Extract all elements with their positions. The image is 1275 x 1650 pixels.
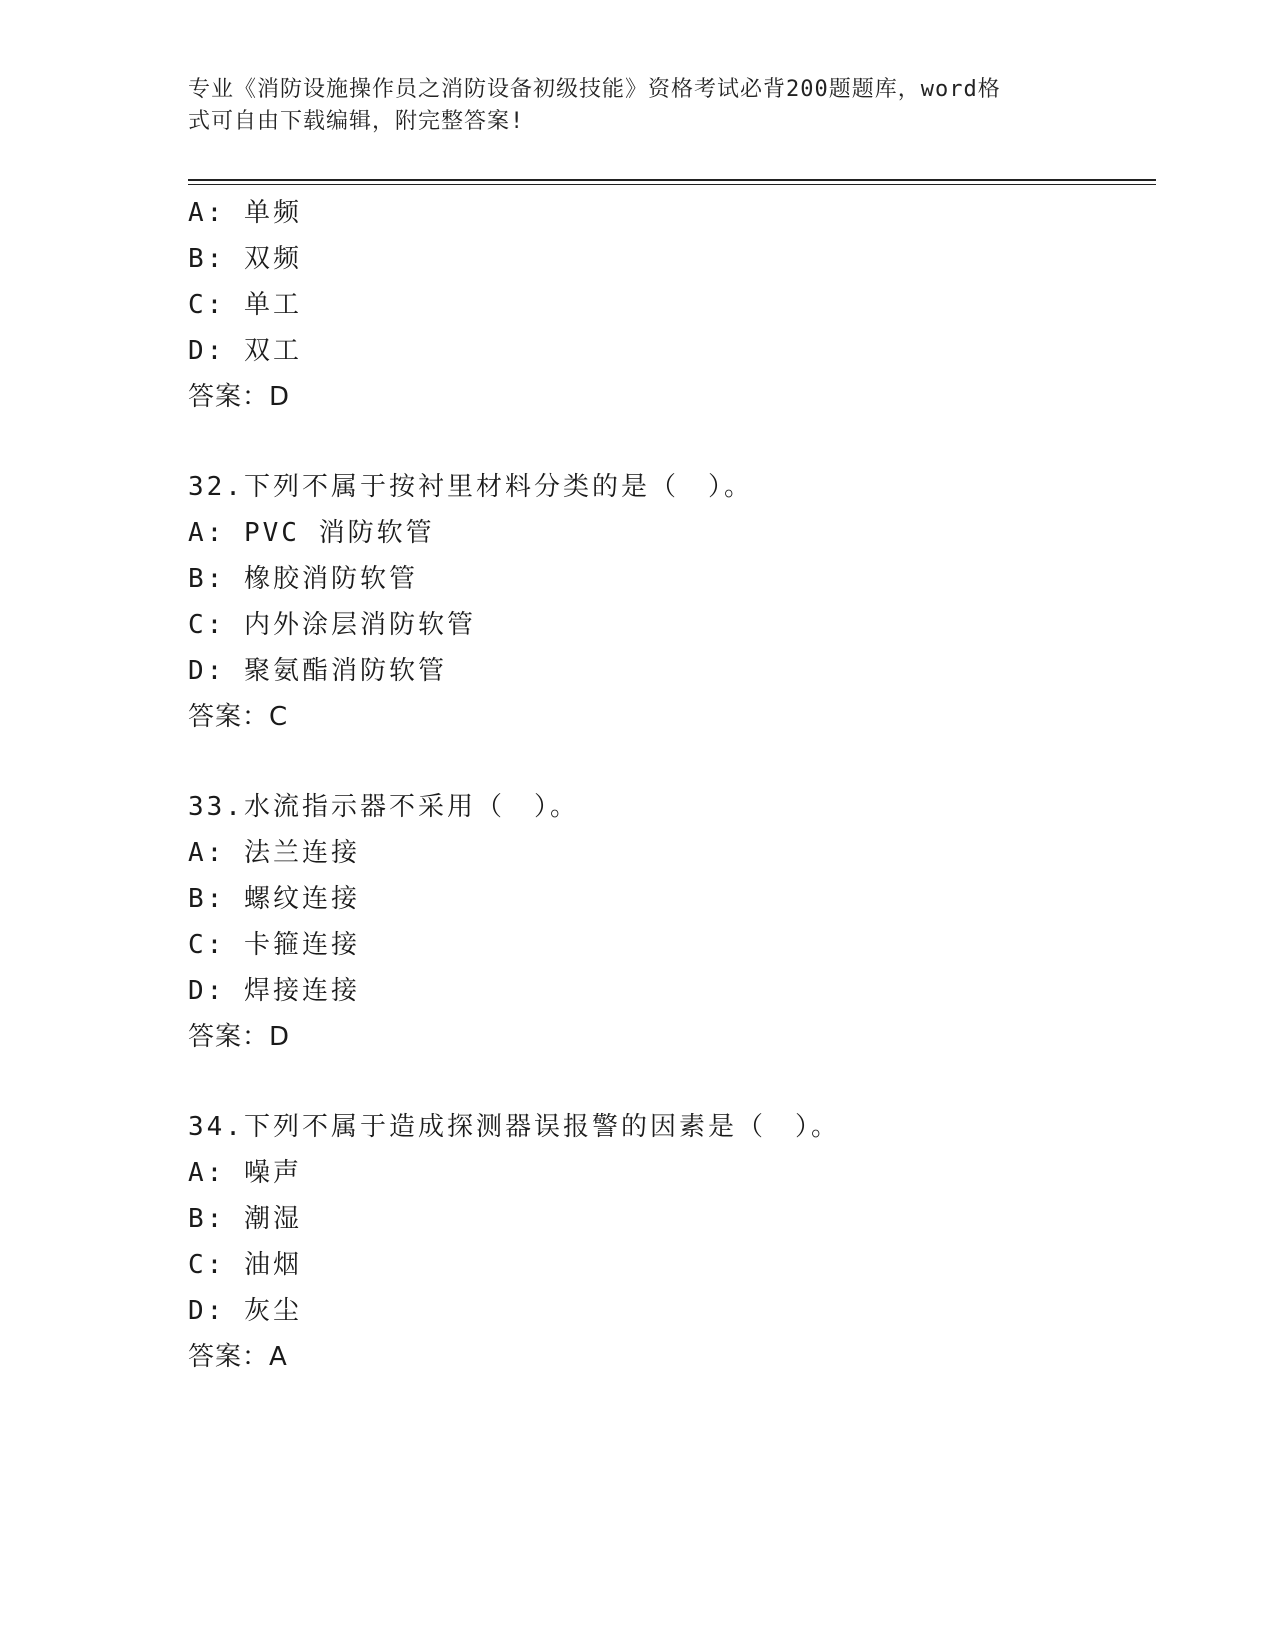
option-a: A: 噪声 <box>188 1158 302 1188</box>
header-line-1: 专业《消防设施操作员之消防设备初级技能》资格考试必背200题题库，word格 <box>188 77 1001 102</box>
question-33-block <box>188 784 1148 1060</box>
question-32-block <box>188 464 1148 740</box>
option-b: B: 潮湿 <box>188 1204 302 1234</box>
question-text: 32.下列不属于按衬里材料分类的是（ ）。 <box>188 472 753 502</box>
question-list <box>188 190 1148 1380</box>
question-34-block <box>188 1104 1148 1380</box>
header-line-2: 式可自由下载编辑，附完整答案! <box>188 109 525 134</box>
option-d: D: 双工 <box>188 336 302 366</box>
question-31-block <box>188 190 1148 420</box>
option-b: B: 橡胶消防软管 <box>188 564 418 594</box>
header-divider-thick <box>188 179 1156 181</box>
option-c: C: 油烟 <box>188 1250 302 1280</box>
document-header <box>188 74 1068 138</box>
option-b: B: 螺纹连接 <box>188 884 360 914</box>
header-divider-thin <box>188 184 1156 185</box>
option-a: A: 单频 <box>188 198 302 228</box>
option-d: D: 灰尘 <box>188 1296 302 1326</box>
option-b: B: 双频 <box>188 244 302 274</box>
option-a: A: 法兰连接 <box>188 838 360 868</box>
question-text: 34.下列不属于造成探测器误报警的因素是（ ）。 <box>188 1112 840 1142</box>
option-d: D: 聚氨酯消防软管 <box>188 656 447 686</box>
option-d: D: 焊接连接 <box>188 976 360 1006</box>
option-a: A: PVC 消防软管 <box>188 518 435 548</box>
answer: 答案：D <box>188 382 291 412</box>
option-c: C: 单工 <box>188 290 302 320</box>
answer: 答案：A <box>188 1342 288 1372</box>
answer: 答案：D <box>188 1022 291 1052</box>
option-c: C: 内外涂层消防软管 <box>188 610 476 640</box>
option-c: C: 卡箍连接 <box>188 930 360 960</box>
question-text: 33.水流指示器不采用（ ）。 <box>188 792 579 822</box>
answer: 答案：C <box>188 702 289 732</box>
